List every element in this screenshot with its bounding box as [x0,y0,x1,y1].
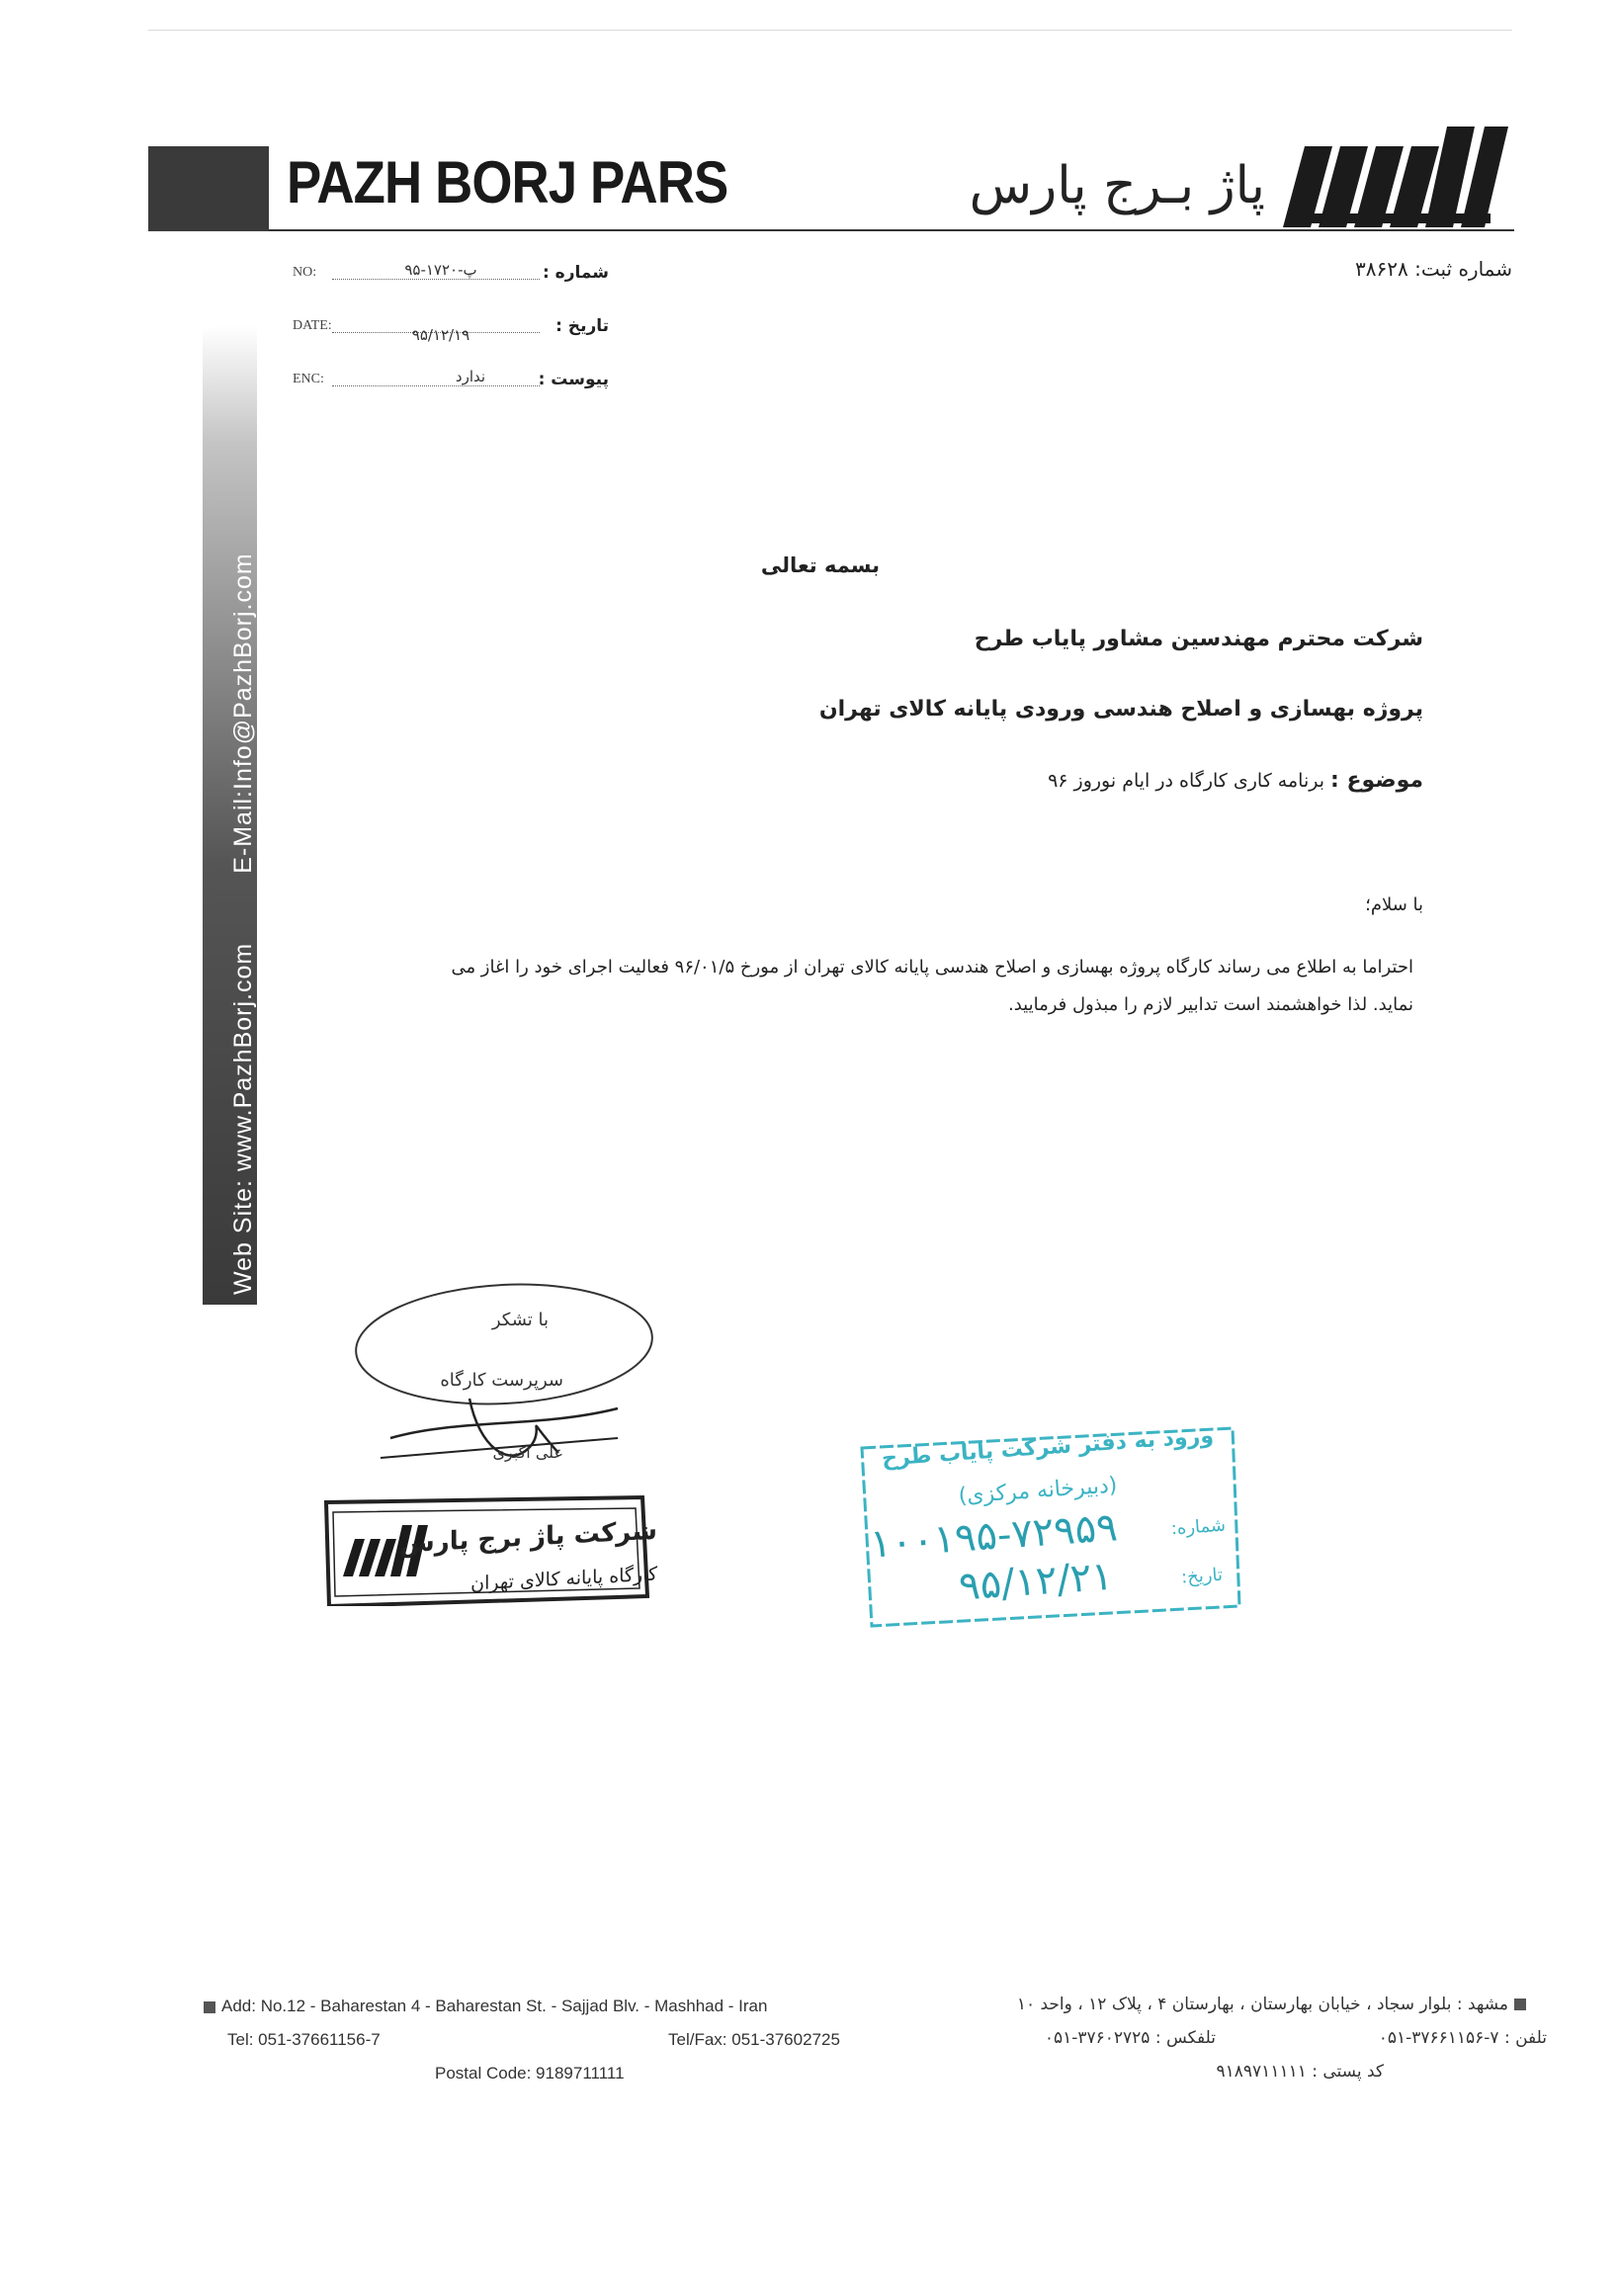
company-logo-icon [1273,119,1510,232]
footer-address-en [198,1997,767,2016]
enc-label-en: ENC: [293,372,324,386]
header-dark-block [148,146,269,231]
number-value: ۹۵-پ-۱۷۲۰ [404,261,477,279]
enc-value: ندارد [455,368,486,385]
body-paragraph-line-1: احتراما به اطلاع می رساند کارگاه پروژه بهسازی و اصلاح هندسی پایانه کالای تهران از مورخ ۹۶/۰۱/۵ فعالیت اجرای خود را اغاز می [451,957,1413,978]
footer-fax-fa: تلفکس : ۳۷۶۰۲۷۲۵-۰۵۱ [1044,2028,1216,2048]
footer-address-fa-text: مشهد : بلوار سجاد ، خیابان بهارستان ، بهارستان ۴ ، پلاک ۱۲ ، واحد ۱۰ [1016,1995,1508,2014]
footer-address-fa [969,1995,1532,2014]
footer-tel-fa: تلفن : ۷-۳۷۶۶۱۱۵۶-۰۵۱ [1378,2028,1547,2048]
number-label-en: NO: [293,265,317,280]
subject-label: موضوع : [1330,768,1423,793]
footer-bullet-icon [1514,1998,1526,2010]
company-name-en: PAZH BORJ PARS [287,149,728,215]
footer-bullet-icon [204,2001,215,2013]
footer-postal-fa: کد پستی : ۹۱۸۹۷۱۱۱۱۱ [1216,2062,1384,2082]
stamp-number-label: شماره: [1170,1514,1227,1540]
stamp-date-value: ۹۵/۱۲/۲۱ [957,1553,1115,1610]
enc-label-fa: پیوست : [538,370,609,389]
recipient-line: شرکت محترم مهندسین مشاور پایاب طرح [974,627,1423,651]
letter-date-field [293,318,609,348]
project-line: پروژه بهسازی و اصلاح هندسی ورودی پایانه کالای تهران [818,697,1423,722]
letter-number-field [293,261,609,295]
email-text: E-Mail:Info@PazhBorj.com [229,553,257,874]
signature-title: سرپرست کارگاه [440,1370,563,1391]
website-text: Web Site: www.PazhBorj.com [229,942,257,1295]
footer-address-en-text: Add: No.12 - Baharestan 4 - Baharestan St. - Sajjad Blv. - Mashhad - Iran [221,1997,768,2015]
footer-fax-en: Tel/Fax: 051-37602725 [668,2030,840,2049]
stamp-date-label: تاریخ: [1180,1564,1224,1588]
signature-thanks: با تشکر [491,1310,549,1330]
date-value: ۹۵/۱۲/۱۹ [411,326,470,344]
scan-line [148,30,1512,31]
dotted-line [332,279,540,280]
letter-enclosure-field [293,368,609,401]
side-contact-text [229,553,258,1295]
greeting: با سلام؛ [1365,894,1423,915]
seal-workshop-name: کارگاه پایانه کالای تهران [470,1563,657,1595]
footer-postal-en: Postal Code: 9189711111 [435,2064,625,2083]
footer-tel-en: Tel: 051-37661156-7 [227,2030,381,2049]
seal-company-name: شرکت پاژ برج پارس [398,1515,657,1560]
company-name-fa: پاژ بـرج پارس [969,156,1265,215]
stamp-number-value: ۱۰۰۱۹۵-۷۲۹۵۹ [868,1504,1120,1568]
stamp-receipt-title: ورود به دفتر شرکت پایاب طرح [881,1423,1215,1472]
signature-name: علی اکبری [492,1443,563,1462]
bismillah-heading: بسمه تعالی [760,553,881,577]
stamp-receipt-subtitle: (دبیرخانه مرکزی) [957,1473,1119,1509]
body-paragraph-line-2: نماید. لذا خواهشمند است تدابیر لازم را مبذول فرمایید. [1007,994,1413,1015]
registration-number: شماره ثبت: ۳۸۶۲۸ [1355,257,1512,281]
subject-text: برنامه کاری کارگاه در ایام نوروز ۹۶ [1048,770,1324,792]
subject-line [890,768,1423,793]
number-label-fa: شماره : [542,263,609,283]
dotted-line [332,385,540,386]
date-label-fa: تاریخ : [555,316,609,336]
date-label-en: DATE: [293,318,332,333]
